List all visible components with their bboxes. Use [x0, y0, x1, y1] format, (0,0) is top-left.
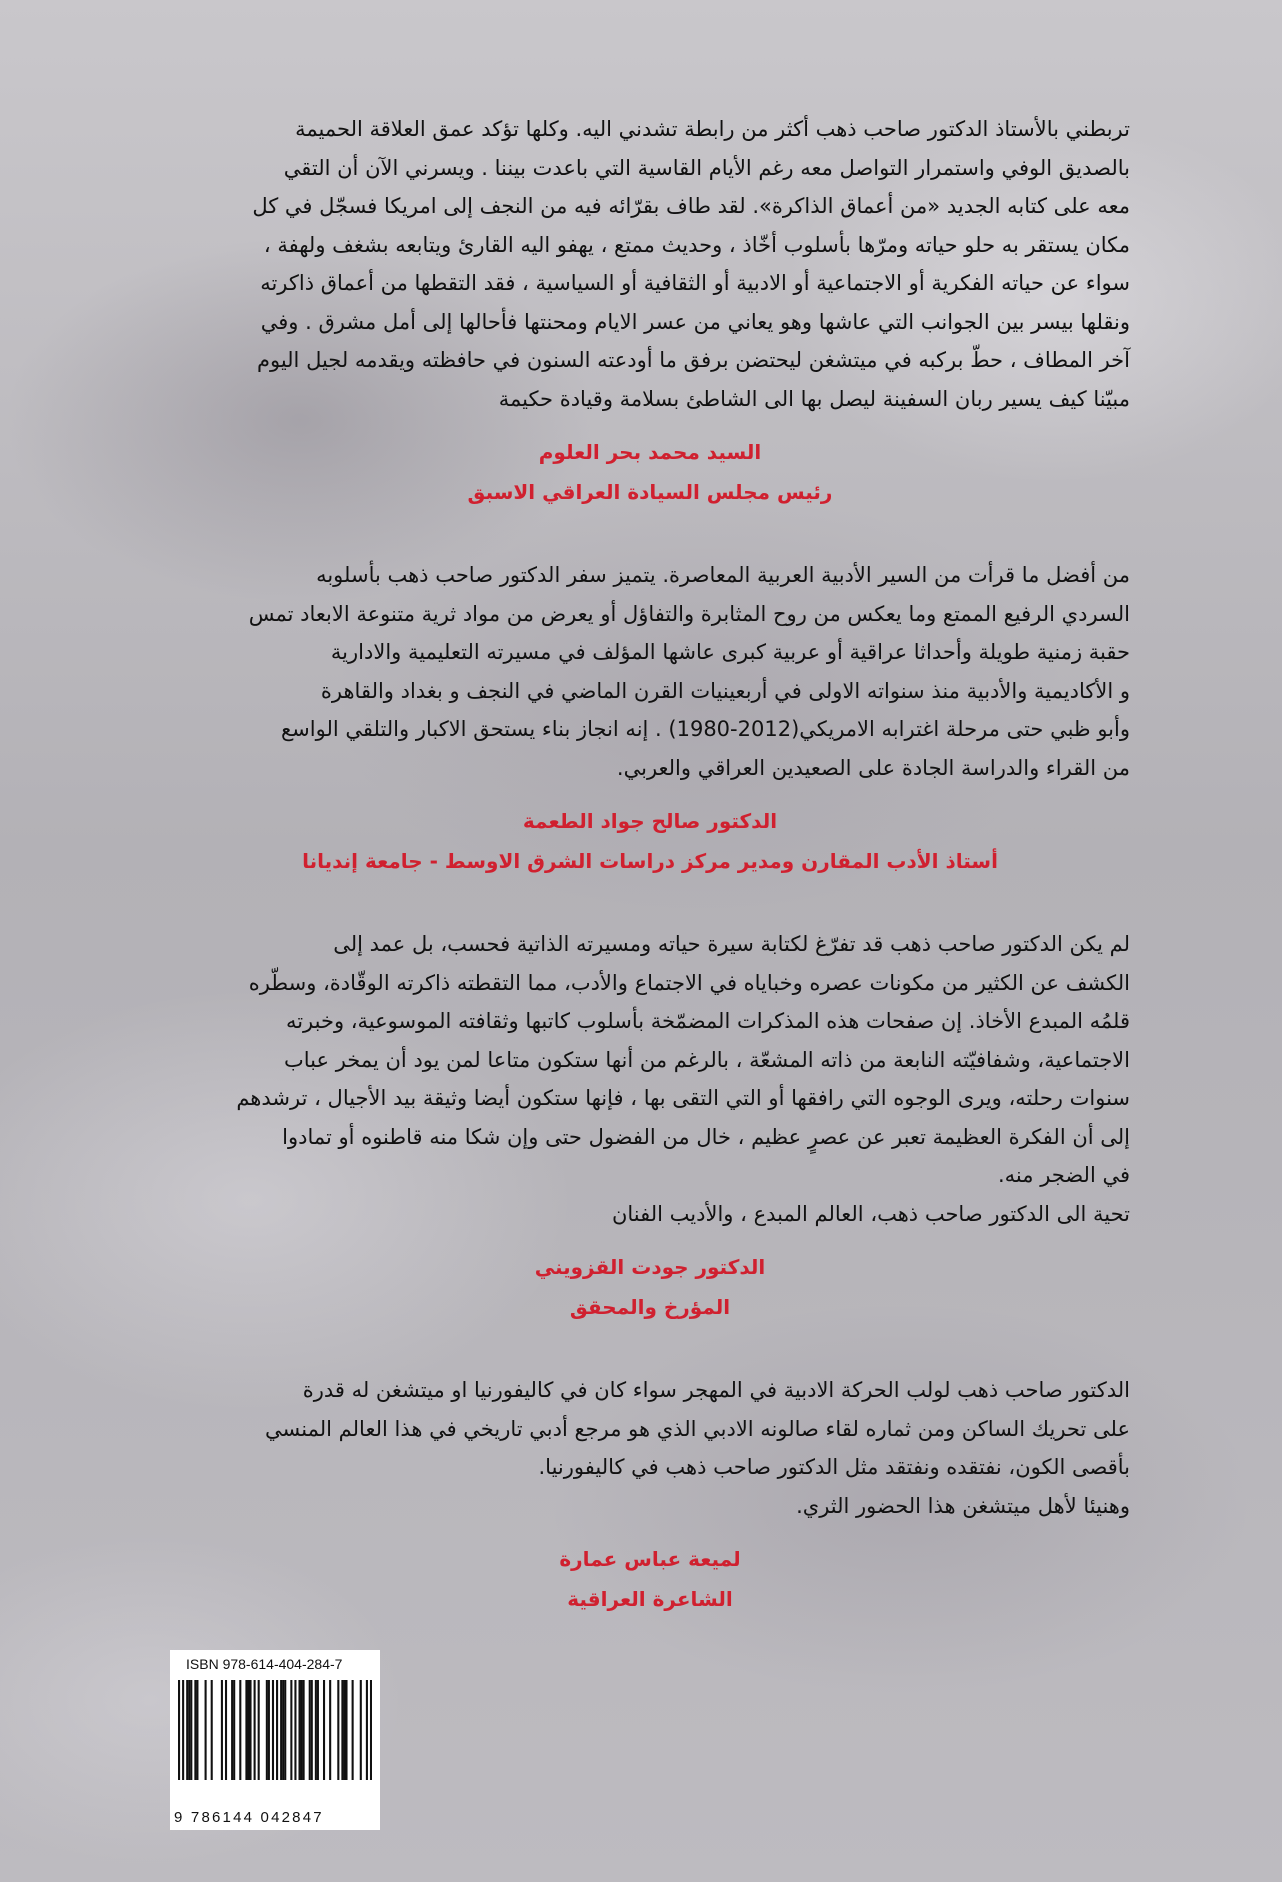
barcode-bar — [360, 1680, 362, 1780]
endorsement-text: الدكتور صاحب ذهب لولب الحركة الادبية في المهجر سواء كان في كاليفورنيا او ميتشغن له قدرة على تحريك الساكن ومن ثماره لقاء صالونه الادبي الذي هو مرجع أدبي تاريخي في هذا العالم المنسي بأقصى الكون، نفتقده ونفتقد مثل الدكتور صاحب ذهب في كاليفورنيا. وهنيئا لأهل ميتشغن هذا الحضور الثري. — [265, 1378, 1130, 1518]
barcode-bar — [343, 1680, 345, 1780]
barcode-bar — [178, 1680, 180, 1780]
barcode-bar — [280, 1680, 282, 1780]
barcode-bar — [276, 1680, 278, 1780]
barcode-bar — [311, 1680, 313, 1780]
barcode-bar — [211, 1680, 213, 1780]
endorsement-4 — [170, 1371, 1130, 1619]
endorsement-3 — [170, 925, 1130, 1327]
barcode-bar — [182, 1680, 184, 1780]
signature-title: المؤرخ والمحقق — [569, 1295, 731, 1319]
barcode-bar — [337, 1680, 339, 1780]
barcode-bar — [323, 1680, 325, 1780]
barcode-digits: 9 786144 042847 — [174, 1809, 324, 1826]
isbn-barcode-box — [170, 1650, 380, 1830]
barcode-bar — [194, 1680, 196, 1780]
barcode-bar — [298, 1680, 300, 1780]
signature-name: الدكتور صالح جواد الطعمة — [522, 809, 778, 833]
signature-title: رئيس مجلس السيادة العراقي الاسبق — [467, 480, 833, 504]
barcode-bar — [221, 1680, 223, 1780]
barcode-bar — [272, 1680, 274, 1780]
barcode-bar — [303, 1680, 305, 1780]
endorsements — [170, 110, 1130, 1663]
barcode-bar — [196, 1680, 198, 1780]
barcode-bar — [188, 1680, 190, 1780]
barcode-icon — [178, 1680, 372, 1802]
barcode-bar — [282, 1680, 284, 1780]
barcode-bar — [258, 1680, 260, 1780]
endorsement-signature — [170, 801, 1130, 881]
endorsement-signature — [170, 1247, 1130, 1327]
barcode-bar — [239, 1680, 241, 1780]
barcode-bar — [352, 1680, 354, 1780]
endorsement-2 — [170, 556, 1130, 881]
barcode-bar — [309, 1680, 311, 1780]
signature-name: لميعة عباس عمارة — [559, 1547, 741, 1571]
barcode-bar — [345, 1680, 347, 1780]
barcode-bar — [301, 1680, 303, 1780]
endorsement-text: من أفضل ما قرأت من السير الأدبية العربية المعاصرة. يتميز سفر الدكتور صاحب ذهب بأسلوبه السردي الرفيع الممتع وما يعكس من روح المثابرة والتفاؤل أو يعرض من مواد ثرية متنوعة الابعاد تمس حقبة زمنية طويلة وأحداثا عراقية أو عربية كبرى عاشها المؤلف في مسيرته التعليمية والادارية و الأكاديمية والأدبية منذ سنواته الاولى في أربعينيات القرن الماضي في النجف و بغداد والقاهرة وأبو ظبي حتى مرحلة اغترابه الامريكي(2012-1980) . إنه انجاز بناء يستحق الاكبار والتلقي الواسع من القراء والدراسة الجادة على الصعيدين العراقي والعربي. — [248, 563, 1130, 780]
barcode-bar — [366, 1680, 368, 1780]
barcode-bar — [254, 1680, 256, 1780]
barcode-bar — [268, 1680, 270, 1780]
endorsement-text: تربطني بالأستاذ الدكتور صاحب ذهب أكثر من رابطة تشدني اليه. وكلها تؤكد عمق العلاقة الحميمة بالصديق الوفي واستمرار التواصل معه رغم الأيام القاسية التي باعدت بيننا . ويسرني الآن أن التقي معه على كتابه الجديد «من أعماق الذاكرة». لقد طاف بقرّائه فيه من النجف إلى امريكا فسجّل في كل مكان يستقر به حلو حياته ومرّها بأسلوب أخّاذ ، وحديث ممتع ، يهفو اليه القارئ ويتابعه بشغف ولهفة ، سواء عن حياته الفكرية أو الاجتماعية أو الادبية أو الثقافية أو السياسية ، فقد التقطها من أعماق ذاكرته ونقلها بيسر بين الجوانب التي عاشها وهو يعاني من عسر الايام ومحنتها فأحالها إلى أمل مشرق . وفي آخر المطاف ، حطّ بركبه في ميتشغن ليحتضن برفق ما أودعته السنون في حافظته ويقدمه لجيل اليوم مبيّنا كيف يسير ربان السفينة ليصل بها الى الشاطئ بسلامة وقيادة حكيمة — [252, 117, 1130, 411]
barcode-bar — [249, 1680, 251, 1780]
barcode-bar — [294, 1680, 296, 1780]
barcode-bar — [315, 1680, 317, 1780]
barcode-bar — [231, 1680, 233, 1780]
barcode-bar — [233, 1680, 235, 1780]
endorsement-1 — [170, 110, 1130, 512]
signature-title: أستاذ الأدب المقارن ومدير مركز دراسات الشرق الاوسط - جامعة إنديانا — [302, 849, 998, 873]
barcode-bar — [245, 1680, 247, 1780]
endorsement-text: لم يكن الدكتور صاحب ذهب قد تفرّغ لكتابة سيرة حياته ومسيرته الذاتية فحسب، بل عمد إلى الكشف عن الكثير من مكونات عصره وخباياه في الاجتماع والأدب، مما التقطته ذاكرته الوقّادة، وسطّره قلمُه المبدع الأخاذ. إن صفحات هذه المذكرات المضمّخة بأسلوب كاتبها وثقافته الموسوعية، وخبرته الاجتماعية، وشفافيّته النابعة من ذاته المشعّة ، بالرغم من أنها ستكون متاعا لمن يود أن يمخر عباب سنوات رحلته، ويرى الوجوه التي رافقها أو التي التقى بها ، فإنها ستكون أيضا وثيقة بيد الأجيال ، ترشدهم إلى أن الفكرة العظيمة تعبر عن عصرٍ عظيم ، خال من الفضول حتى وإن شكا منه قاطنوه أو تمادوا في الضجر منه. تحية الى الدكتور صاحب ذهب، العالم المبدع ، والأديب الفنان — [236, 932, 1130, 1226]
endorsement-signature — [170, 1539, 1130, 1619]
barcode-bar — [329, 1680, 331, 1780]
barcode-bar — [190, 1680, 192, 1780]
signature-name: السيد محمد بحر العلوم — [538, 440, 762, 464]
barcode-bar — [317, 1680, 319, 1780]
barcode-bar — [284, 1680, 286, 1780]
barcode-bar — [186, 1680, 188, 1780]
barcode-bar — [341, 1680, 343, 1780]
signature-title: الشاعرة العراقية — [567, 1587, 733, 1611]
barcode-bar — [290, 1680, 292, 1780]
isbn-label: ISBN 978-614-404-284-7 — [186, 1656, 343, 1672]
endorsement-signature — [170, 432, 1130, 512]
signature-name: الدكتور جودت القزويني — [534, 1255, 766, 1279]
barcode-bar — [205, 1680, 207, 1780]
barcode-bar — [225, 1680, 227, 1780]
barcode-bar — [370, 1680, 372, 1780]
barcode-bar — [247, 1680, 249, 1780]
barcode-bar — [266, 1680, 268, 1780]
